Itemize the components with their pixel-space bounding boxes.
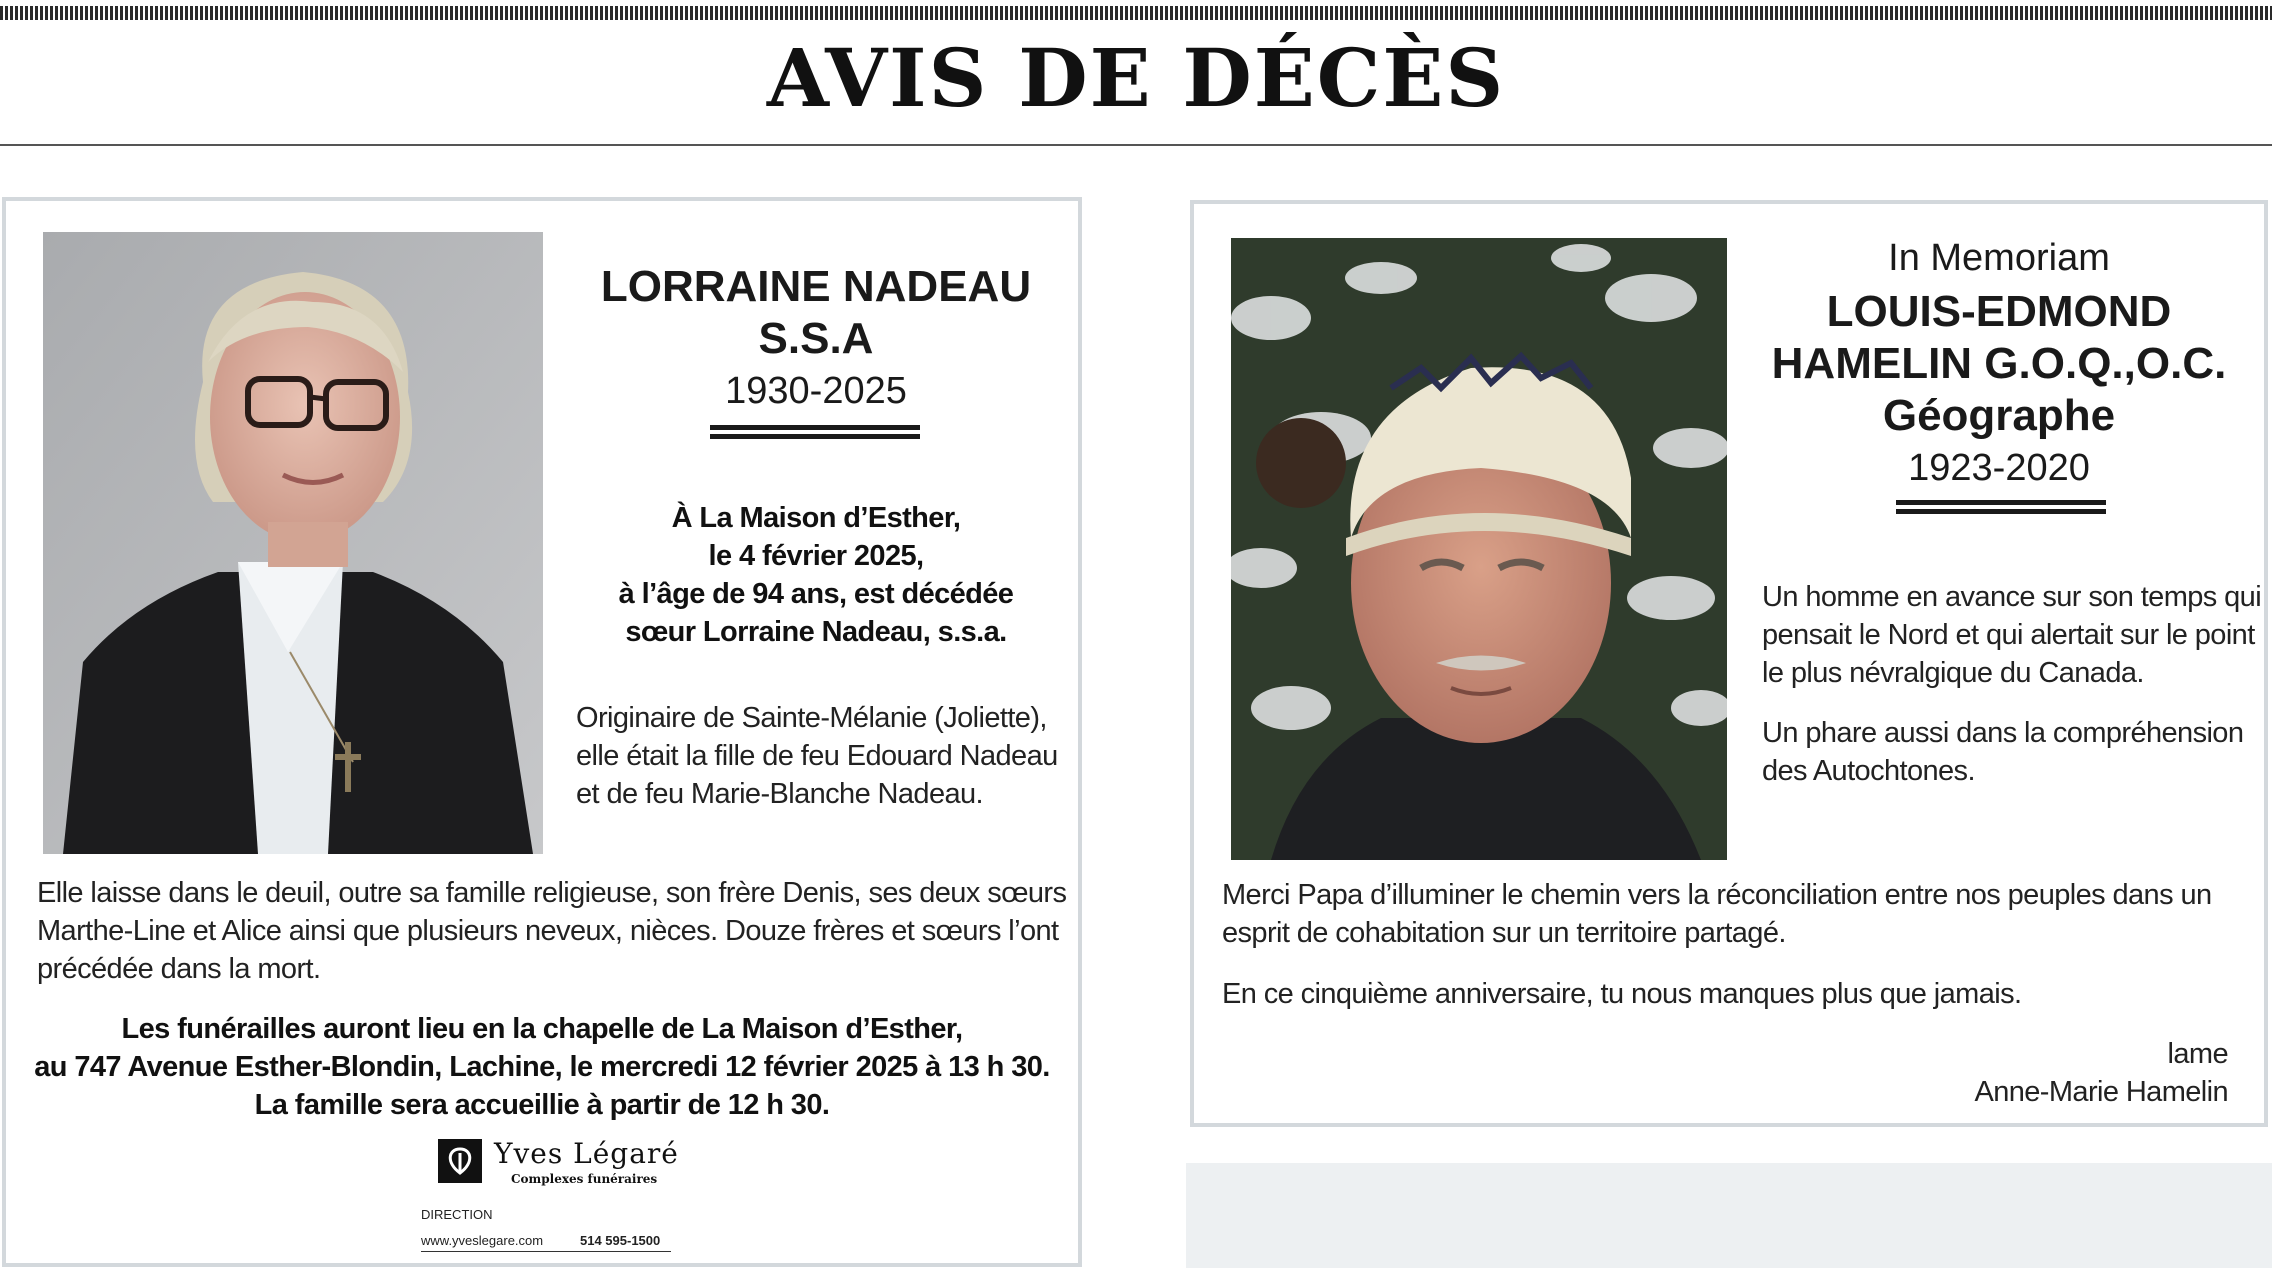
deceased-years: 1930-2025 (725, 370, 907, 412)
announcement-line: À La Maison d’Esther, (671, 502, 961, 534)
message-paragraph-1 (1222, 876, 2262, 952)
deceased-profession: Géographe (1882, 391, 2116, 440)
origin-line: Originaire de Sainte-Mélanie (Joliette), (576, 702, 1047, 734)
deceased-name-line1: LOUIS-EDMOND (1826, 287, 2172, 336)
portrait-illustration (1231, 238, 1727, 860)
tribute-paragraph-1 (1762, 578, 2262, 692)
tribute-line: le plus névralgique du Canada. (1762, 657, 2144, 689)
funeral-home-logo-icon (438, 1139, 482, 1183)
funeral-line: au 747 Avenue Esther-Blondin, Lachine, le mercredi 12 février 2025 à 13 h 30. (34, 1051, 1050, 1083)
deceased-name-line1: LORRAINE NADEAU (600, 262, 1032, 311)
funeral-home-underline (421, 1251, 671, 1252)
survivors-line: Marthe-Line et Alice ainsi que plusieurs neveux, nièces. Douze frères et sœurs l’ont (37, 915, 1059, 947)
signature-line1: lame (2167, 1038, 2228, 1070)
announcement-line: le 4 février 2025, (708, 540, 924, 572)
page-title: AVIS DE DÉCÈS (766, 31, 1506, 125)
tribute-line: pensait le Nord et qui alertait sur le point (1762, 619, 2255, 651)
funeral-home-subtitle: Complexes funéraires (511, 1172, 658, 1186)
masthead-top-rule (0, 6, 2272, 20)
signature-line2: Anne-Marie Hamelin (1974, 1076, 2228, 1108)
obituary-card-louis-edmond-hamelin (1190, 200, 2268, 1127)
funeral-details (6, 1010, 1078, 1124)
funeral-line: Les funérailles auront lieu en la chapelle de La Maison d’Esther, (121, 1013, 963, 1045)
tribute-paragraph-2 (1762, 714, 2262, 790)
message-paragraph-2: En ce cinquième anniversaire, tu nous manques plus que jamais. (1222, 978, 2022, 1010)
funeral-line: La famille sera accueillie à partir de 12 h 30. (254, 1089, 830, 1121)
survivors-paragraph (37, 874, 1077, 988)
deceased-name-line2: S.S.A (758, 314, 874, 363)
message-line: Merci Papa d’illuminer le chemin vers la réconciliation entre nos peuples dans un (1222, 879, 2212, 911)
survivors-line: Elle laisse dans le deuil, outre sa famille religieuse, son frère Denis, ses deux sœurs (37, 877, 1067, 909)
tribute-line: Un homme en avance sur son temps qui (1762, 581, 2262, 613)
portrait-illustration (43, 232, 543, 854)
memorial-heading: In Memoriam (1888, 237, 2110, 279)
funeral-home-direction-label: DIRECTION (421, 1207, 493, 1222)
decorative-double-rule (1896, 500, 2106, 514)
origin-paragraph (576, 699, 1076, 813)
message-line: esprit de cohabitation sur un territoire partagé. (1222, 917, 1786, 949)
obituary-card-lorraine-nadeau (2, 197, 1082, 1267)
decorative-double-rule (710, 425, 920, 439)
deceased-years: 1923-2020 (1908, 447, 2090, 489)
announcement-line: sœur Lorraine Nadeau, s.s.a. (625, 616, 1007, 648)
survivors-line: précédée dans la mort. (37, 953, 321, 985)
tribute-line: Un phare aussi dans la compréhension (1762, 717, 2244, 749)
deceased-name-line2: HAMELIN G.O.Q.,O.C. (1771, 339, 2227, 388)
origin-line: elle était la fille de feu Edouard Nadeau (576, 740, 1058, 772)
funeral-home-phone: 514 595-1500 (580, 1233, 661, 1248)
portrait-photo-louis-edmond-hamelin (1231, 238, 1727, 860)
funeral-home-name: Yves Légaré (494, 1137, 679, 1170)
announcement-line: à l’âge de 94 ans, est décédée (618, 578, 1014, 610)
tribute-line: des Autochtones. (1762, 755, 1975, 787)
origin-line: et de feu Marie-Blanche Nadeau. (576, 778, 983, 810)
funeral-home-website[interactable]: www.yveslegare.com (421, 1233, 544, 1248)
announcement-block (546, 499, 1086, 651)
portrait-photo-lorraine-nadeau (43, 232, 543, 854)
masthead-divider (0, 144, 2272, 146)
empty-ad-panel (1186, 1163, 2272, 1268)
